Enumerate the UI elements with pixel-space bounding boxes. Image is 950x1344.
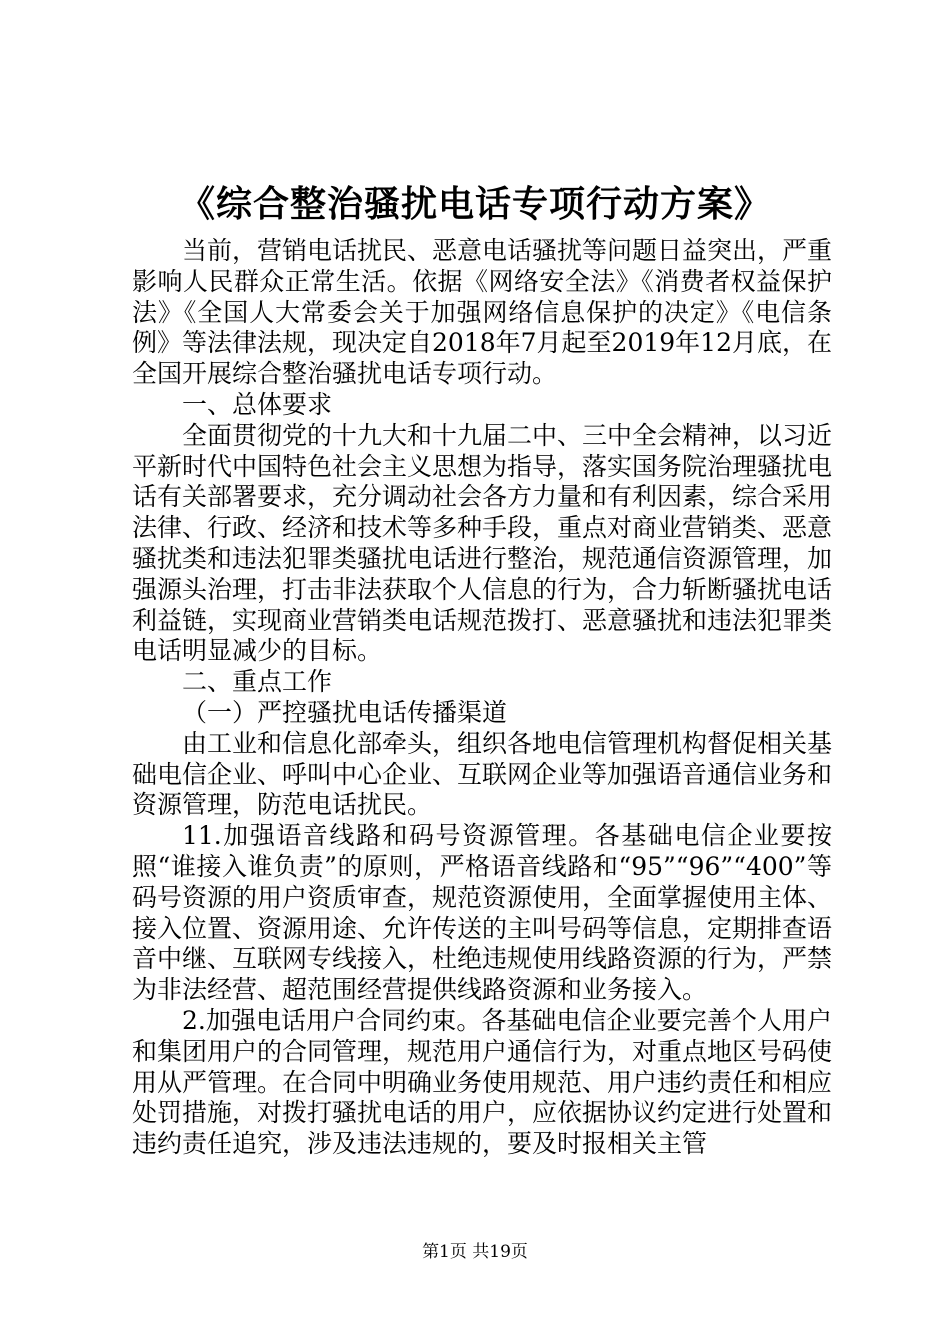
- document-title: 《综合整治骚扰电话专项行动方案》: [178, 183, 771, 225]
- paragraph-item-1: 11.加强语音线路和码号资源管理。各基础电信企业要按照“谁接入谁负责”的原则，严格语音线路和“95”“96”“400”等码号资源的用户资质审查，规范资源使用，全面掌握使用主体、接入位置、资源用途、允许传送的主叫号码等信息，定期排查语音中继、互联网专线接入，杜绝违规使用线路资源的行为，严禁为非法经营、超范围经营提供线路资源和业务接入。: [132, 821, 833, 1005]
- paragraph-general-requirements: 全面贯彻党的十九大和十九届二中、三中全会精神，以习近平新时代中国特色社会主义思想为指导，落实国务院治理骚扰电话有关部署要求，充分调动社会各方力量和有利因素，综合采用法律、行政、经济和技术等多种手段，重点对商业营销类、恶意骚扰类和违法犯罪类骚扰电话进行整治，规范通信资源管理，加强源头治理，打击非法获取个人信息的行为，合力斩断骚扰电话利益链，实现商业营销类电话规范拨打、恶意骚扰和违法犯罪类电话明显减少的目标。: [132, 420, 833, 666]
- paragraph-item-2: 2.加强电话用户合同约束。各基础电信企业要完善个人用户和集团用户的合同管理，规范用户通信行为，对重点地区号码使用从严管理。在合同中明确业务使用规范、用户违约责任和相应处罚措施，对拨打骚扰电话的用户，应依据协议约定进行处置和违约责任追究，涉及违法违规的，要及时报相关主管: [132, 1005, 833, 1159]
- section-heading-general-requirements: 一、总体要求: [182, 389, 333, 419]
- paragraph-intro: 当前，营销电话扰民、恶意电话骚扰等问题日益突出，严重影响人民群众正常生活。依据《网络安全法》《消费者权益保护法》《全国人大常委会关于加强网络信息保护的决定》《电信条例》等法律法规，现决定自2018年7月起至2019年12月底，在全国开展综合整治骚扰电话专项行动。: [132, 236, 833, 389]
- subsection-heading-channels: （一）严控骚扰电话传播渠道: [182, 697, 508, 727]
- page-footer: 第1页 共19页: [422, 1242, 528, 1262]
- section-heading-key-work: 二、重点工作: [182, 667, 333, 697]
- document-body: [132, 236, 832, 1160]
- paragraph-channels: 由工业和信息化部牵头，组织各地电信管理机构督促相关基础电信企业、呼叫中心企业、互联网企业等加强语音通信业务和资源管理，防范电话扰民。: [132, 728, 833, 820]
